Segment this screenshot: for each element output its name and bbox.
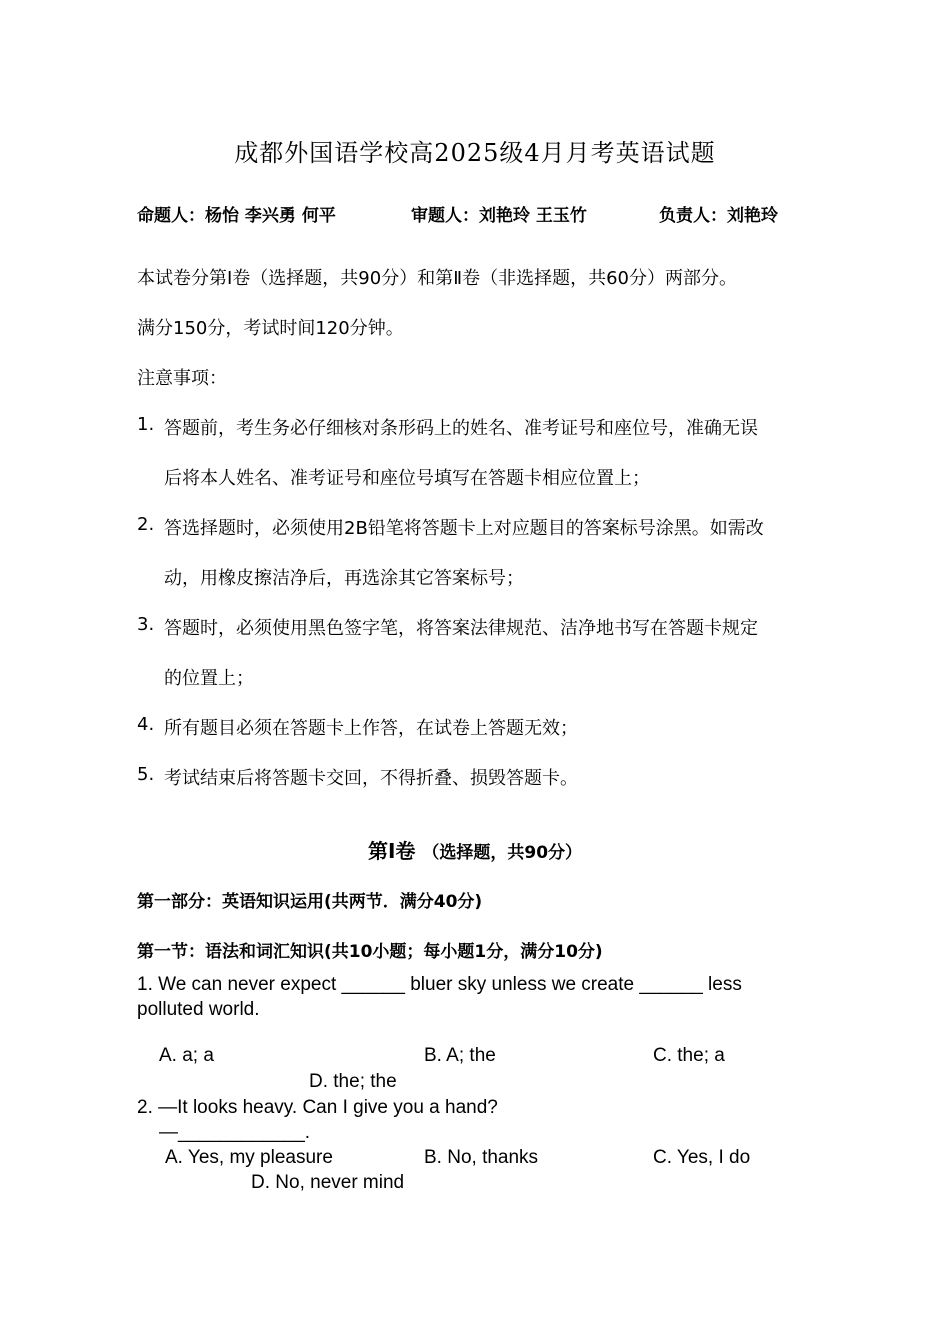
question-1-stem-line-1: 1. We can never expect ______ bluer sky unless we create ______ less [137,974,742,995]
question-2-option-c: C. Yes, I do [653,1147,751,1168]
section-title-main: 第Ⅰ卷 [367,839,416,863]
intro-line-1: 本试卷分第Ⅰ卷（选择题，共90分）和第Ⅱ卷（非选择题，共60分）两部分。 [137,268,737,289]
notice-2-number: 2. [137,514,155,535]
setter-label: 命题人：杨怡 李兴勇 何平 [137,206,336,226]
question-2-stem-line-1: 2. —It looks heavy. Can I give you a hand? [137,1097,498,1118]
question-2-option-a: A. Yes, my pleasure [165,1147,333,1168]
notice-3-line-2: 的位置上； [164,668,254,689]
notice-2-line-1: 答选择题时，必须使用2B铅笔将答题卡上对应题目的答案标号涂黑。如需改 [164,518,764,539]
notice-2-line-2: 动，用橡皮擦洁净后，再选涂其它答案标号； [164,568,524,589]
question-1-option-c: C. the; a [653,1045,725,1066]
question-1-option-d: D. the; the [309,1071,397,1092]
notice-heading: 注意事项： [137,368,227,389]
notice-4-number: 4. [137,714,155,735]
responsible-label: 负责人：刘艳玲 [659,206,778,226]
notice-1-number: 1. [137,414,155,435]
notice-5-number: 5. [137,764,155,785]
notice-5-line-1: 考试结束后将答题卡交回，不得折叠、损毁答题卡。 [164,768,578,789]
section-title-sub: （选择题，共90分） [422,843,583,863]
notice-1-line-2: 后将本人姓名、准考证号和座位号填写在答题卡相应位置上； [164,468,650,489]
subsection-heading: 第一节：语法和词汇知识(共10小题；每小题1分，满分10分) [137,942,603,962]
notice-1-line-1: 答题前，考生务必仔细核对条形码上的姓名、准考证号和座位号，准确无误 [164,418,758,439]
question-1-stem-line-2: polluted world. [137,999,260,1020]
intro-line-2: 满分150分，考试时间120分钟。 [137,318,404,339]
page-title: 成都外国语学校高2025级4月月考英语试题 [234,139,716,167]
question-2-option-d: D. No, never mind [251,1172,405,1193]
notice-4-line-1: 所有题目必须在答题卡上作答，在试卷上答题无效； [164,718,578,739]
section-title [0,835,950,864]
reviewer-label: 审题人：刘艳玲 王玉竹 [411,206,587,226]
question-1-option-a: A. a; a [159,1045,214,1066]
question-2-option-b: B. No, thanks [424,1147,539,1168]
question-2-stem-line-2: —____________. [159,1122,311,1143]
part-heading: 第一部分：英语知识运用(共两节．满分40分) [137,892,483,912]
notice-3-line-1: 答题时，必须使用黑色签字笔，将答案法律规范、洁净地书写在答题卡规定 [164,618,758,639]
question-1-option-b: B. A; the [424,1045,496,1066]
authors-line [137,201,778,226]
notice-3-number: 3. [137,614,155,635]
